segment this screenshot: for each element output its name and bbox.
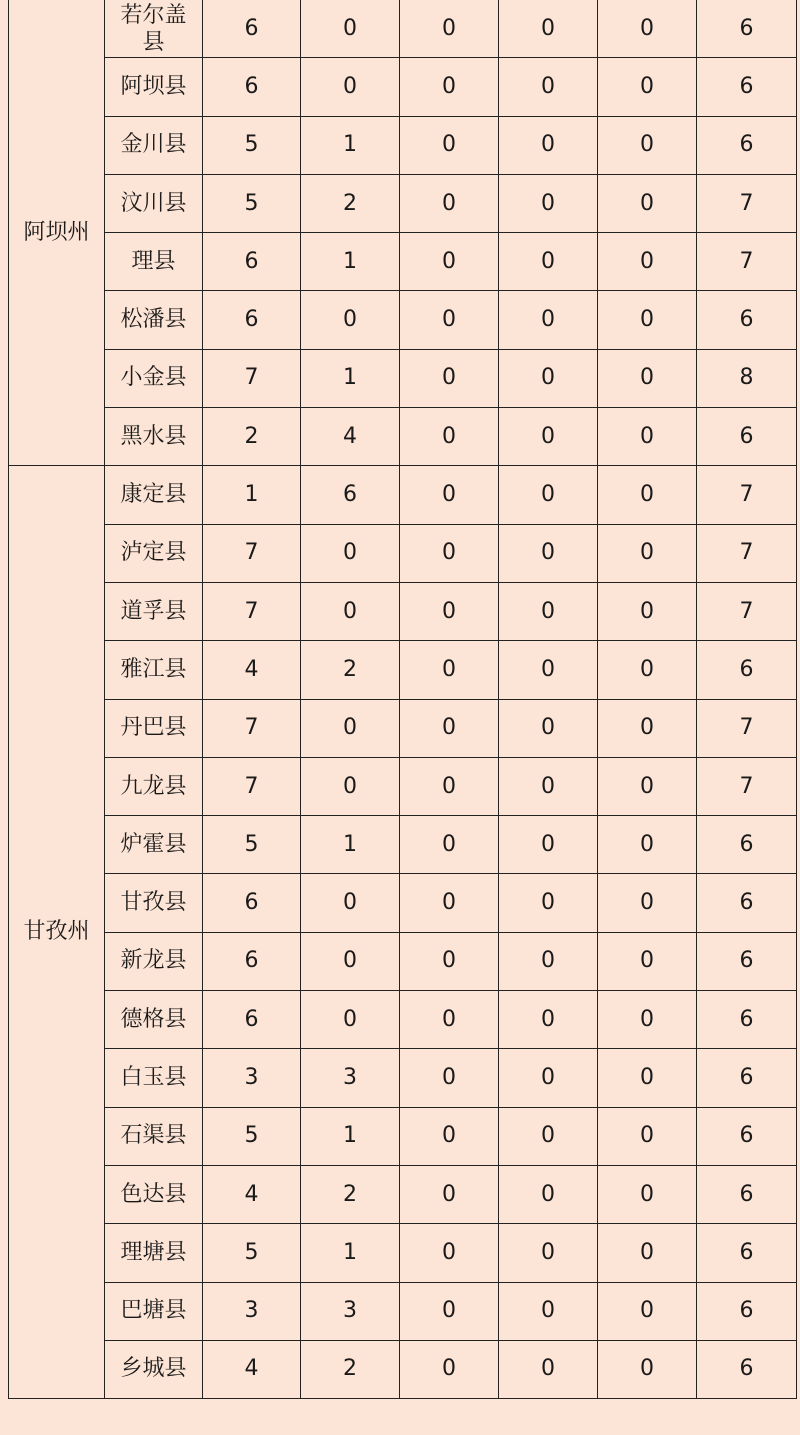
value-cell: 6 xyxy=(697,1107,797,1165)
value-cell: 0 xyxy=(499,349,598,407)
value-cell: 0 xyxy=(301,524,400,582)
value-cell: 4 xyxy=(203,1340,301,1398)
table-row xyxy=(9,408,797,466)
table-row xyxy=(9,1340,797,1398)
value-cell: 0 xyxy=(400,58,499,116)
county-cell xyxy=(105,116,203,174)
value-cell: 0 xyxy=(400,991,499,1049)
value-cell: 0 xyxy=(400,408,499,466)
table-row xyxy=(9,991,797,1049)
value-cell: 0 xyxy=(499,991,598,1049)
value-cell: 0 xyxy=(400,757,499,815)
county-cell xyxy=(105,991,203,1049)
value-cell: 0 xyxy=(598,757,697,815)
county-name: 道孚县 xyxy=(120,598,187,624)
value-cell: 0 xyxy=(400,291,499,349)
county-cell xyxy=(105,699,203,757)
value-cell: 3 xyxy=(203,1282,301,1340)
value-cell: 0 xyxy=(301,58,400,116)
table-row xyxy=(9,1165,797,1223)
value-cell: 5 xyxy=(203,174,301,232)
value-cell: 0 xyxy=(400,582,499,640)
value-cell: 0 xyxy=(598,291,697,349)
value-cell: 3 xyxy=(203,1049,301,1107)
value-cell: 6 xyxy=(697,1224,797,1282)
value-cell: 0 xyxy=(598,58,697,116)
county-name: 丹巴县 xyxy=(120,715,187,741)
county-cell xyxy=(105,874,203,932)
county-name: 炉霍县 xyxy=(120,831,187,857)
value-cell: 0 xyxy=(598,0,697,58)
value-cell: 0 xyxy=(598,641,697,699)
value-cell: 0 xyxy=(499,1224,598,1282)
value-cell: 6 xyxy=(697,641,797,699)
table-row xyxy=(9,757,797,815)
value-cell: 1 xyxy=(301,233,400,291)
value-cell: 0 xyxy=(400,1340,499,1398)
value-cell: 0 xyxy=(499,1340,598,1398)
value-cell: 0 xyxy=(598,116,697,174)
county-name: 康定县 xyxy=(120,482,187,508)
value-cell: 0 xyxy=(400,466,499,524)
county-cell xyxy=(105,641,203,699)
table-row xyxy=(9,291,797,349)
value-cell: 6 xyxy=(203,932,301,990)
value-cell: 0 xyxy=(400,524,499,582)
value-cell: 0 xyxy=(598,816,697,874)
table-row xyxy=(9,1282,797,1340)
value-cell: 4 xyxy=(203,641,301,699)
county-cell xyxy=(105,349,203,407)
value-cell: 4 xyxy=(203,1165,301,1223)
county-cell xyxy=(105,1282,203,1340)
value-cell: 0 xyxy=(400,0,499,58)
value-cell: 0 xyxy=(499,582,598,640)
table-row xyxy=(9,0,797,58)
value-cell: 0 xyxy=(499,1049,598,1107)
value-cell: 0 xyxy=(400,1107,499,1165)
county-cell xyxy=(105,1049,203,1107)
value-cell: 6 xyxy=(697,1282,797,1340)
county-name: 白玉县 xyxy=(120,1064,187,1090)
county-cell xyxy=(105,1340,203,1398)
table-body xyxy=(9,0,797,1399)
value-cell: 5 xyxy=(203,1224,301,1282)
county-name: 雅江县 xyxy=(120,656,187,682)
value-cell: 0 xyxy=(598,932,697,990)
value-cell: 6 xyxy=(203,291,301,349)
value-cell: 1 xyxy=(301,1107,400,1165)
county-name: 新龙县 xyxy=(120,948,187,974)
value-cell: 1 xyxy=(301,816,400,874)
county-cell xyxy=(105,0,203,58)
county-cell xyxy=(105,58,203,116)
county-cell xyxy=(105,1165,203,1223)
table-row xyxy=(9,58,797,116)
region-cell: 阿坝州 xyxy=(9,0,105,466)
value-cell: 0 xyxy=(499,174,598,232)
value-cell: 0 xyxy=(598,233,697,291)
county-cell xyxy=(105,174,203,232)
value-cell: 0 xyxy=(499,524,598,582)
value-cell: 0 xyxy=(499,1282,598,1340)
value-cell: 6 xyxy=(697,816,797,874)
value-cell: 6 xyxy=(203,0,301,58)
county-name: 黑水县 xyxy=(120,423,187,449)
value-cell: 0 xyxy=(598,1049,697,1107)
county-cell xyxy=(105,524,203,582)
value-cell: 7 xyxy=(203,582,301,640)
value-cell: 0 xyxy=(598,408,697,466)
value-cell: 0 xyxy=(301,291,400,349)
table-row xyxy=(9,349,797,407)
value-cell: 7 xyxy=(203,524,301,582)
value-cell: 7 xyxy=(203,757,301,815)
value-cell: 7 xyxy=(203,699,301,757)
value-cell: 0 xyxy=(499,699,598,757)
county-name: 泸定县 xyxy=(120,540,187,566)
county-name: 九龙县 xyxy=(120,773,187,799)
table-row xyxy=(9,1107,797,1165)
value-cell: 0 xyxy=(499,58,598,116)
value-cell: 0 xyxy=(598,582,697,640)
value-cell: 0 xyxy=(400,1224,499,1282)
value-cell: 0 xyxy=(598,524,697,582)
value-cell: 0 xyxy=(301,582,400,640)
table-row xyxy=(9,582,797,640)
value-cell: 6 xyxy=(203,58,301,116)
value-cell: 7 xyxy=(203,349,301,407)
table-row xyxy=(9,932,797,990)
value-cell: 6 xyxy=(697,1049,797,1107)
county-name: 甘孜县 xyxy=(120,890,187,916)
table-row xyxy=(9,1049,797,1107)
county-name: 色达县 xyxy=(120,1181,187,1207)
value-cell: 0 xyxy=(499,0,598,58)
value-cell: 6 xyxy=(697,874,797,932)
value-cell: 1 xyxy=(301,116,400,174)
value-cell: 0 xyxy=(499,641,598,699)
county-cell xyxy=(105,1107,203,1165)
table-row xyxy=(9,524,797,582)
value-cell: 0 xyxy=(400,699,499,757)
value-cell: 7 xyxy=(697,524,797,582)
county-cell xyxy=(105,932,203,990)
value-cell: 0 xyxy=(400,641,499,699)
value-cell: 1 xyxy=(203,466,301,524)
value-cell: 0 xyxy=(598,1107,697,1165)
value-cell: 0 xyxy=(301,757,400,815)
value-cell: 2 xyxy=(203,408,301,466)
value-cell: 1 xyxy=(301,1224,400,1282)
value-cell: 0 xyxy=(598,466,697,524)
value-cell: 5 xyxy=(203,816,301,874)
county-name: 乡城县 xyxy=(120,1356,187,1382)
value-cell: 6 xyxy=(697,991,797,1049)
value-cell: 0 xyxy=(400,874,499,932)
value-cell: 6 xyxy=(697,116,797,174)
value-cell: 7 xyxy=(697,699,797,757)
value-cell: 0 xyxy=(598,349,697,407)
county-name: 阿坝县 xyxy=(120,73,187,99)
county-cell xyxy=(105,408,203,466)
county-cell xyxy=(105,466,203,524)
value-cell: 0 xyxy=(400,1049,499,1107)
county-name: 石渠县 xyxy=(120,1123,187,1149)
county-name: 德格县 xyxy=(120,1006,187,1032)
county-name: 金川县 xyxy=(120,132,187,158)
value-cell: 0 xyxy=(598,174,697,232)
county-name: 松潘县 xyxy=(120,307,187,333)
county-cell xyxy=(105,816,203,874)
value-cell: 6 xyxy=(697,1165,797,1223)
value-cell: 0 xyxy=(400,349,499,407)
table-row xyxy=(9,116,797,174)
value-cell: 0 xyxy=(499,874,598,932)
value-cell: 3 xyxy=(301,1282,400,1340)
county-cell xyxy=(105,582,203,640)
value-cell: 0 xyxy=(400,932,499,990)
county-cell xyxy=(105,1224,203,1282)
value-cell: 0 xyxy=(598,991,697,1049)
value-cell: 6 xyxy=(697,932,797,990)
table-row xyxy=(9,874,797,932)
value-cell: 0 xyxy=(301,0,400,58)
value-cell: 0 xyxy=(301,874,400,932)
value-cell: 7 xyxy=(697,757,797,815)
table-row xyxy=(9,174,797,232)
table-row xyxy=(9,233,797,291)
value-cell: 0 xyxy=(598,1282,697,1340)
table-row xyxy=(9,466,797,524)
value-cell: 0 xyxy=(400,1282,499,1340)
value-cell: 0 xyxy=(499,116,598,174)
value-cell: 0 xyxy=(598,1224,697,1282)
value-cell: 0 xyxy=(499,408,598,466)
value-cell: 7 xyxy=(697,174,797,232)
value-cell: 0 xyxy=(499,466,598,524)
value-cell: 6 xyxy=(203,874,301,932)
value-cell: 7 xyxy=(697,466,797,524)
value-cell: 7 xyxy=(697,233,797,291)
county-name: 若尔盖县 xyxy=(120,2,187,55)
value-cell: 0 xyxy=(499,816,598,874)
value-cell: 0 xyxy=(499,1165,598,1223)
value-cell: 3 xyxy=(301,1049,400,1107)
value-cell: 0 xyxy=(400,1165,499,1223)
value-cell: 0 xyxy=(598,1165,697,1223)
value-cell: 6 xyxy=(301,466,400,524)
value-cell: 6 xyxy=(697,1340,797,1398)
value-cell: 0 xyxy=(499,757,598,815)
value-cell: 7 xyxy=(697,582,797,640)
value-cell: 4 xyxy=(301,408,400,466)
value-cell: 5 xyxy=(203,1107,301,1165)
value-cell: 1 xyxy=(301,349,400,407)
value-cell: 6 xyxy=(203,991,301,1049)
value-cell: 6 xyxy=(697,0,797,58)
table-row xyxy=(9,699,797,757)
region-cell: 甘孜州 xyxy=(9,466,105,1399)
county-name: 巴塘县 xyxy=(120,1298,187,1324)
county-name: 汶川县 xyxy=(120,190,187,216)
value-cell: 0 xyxy=(499,233,598,291)
table-row xyxy=(9,816,797,874)
value-cell: 8 xyxy=(697,349,797,407)
county-cell xyxy=(105,233,203,291)
value-cell: 2 xyxy=(301,641,400,699)
value-cell: 0 xyxy=(598,874,697,932)
value-cell: 6 xyxy=(203,233,301,291)
value-cell: 0 xyxy=(499,932,598,990)
value-cell: 0 xyxy=(301,699,400,757)
value-cell: 6 xyxy=(697,408,797,466)
value-cell: 2 xyxy=(301,174,400,232)
county-cell xyxy=(105,757,203,815)
value-cell: 0 xyxy=(598,699,697,757)
value-cell: 6 xyxy=(697,291,797,349)
county-name: 小金县 xyxy=(120,365,187,391)
value-cell: 0 xyxy=(400,233,499,291)
value-cell: 0 xyxy=(499,1107,598,1165)
value-cell: 0 xyxy=(499,291,598,349)
value-cell: 5 xyxy=(203,116,301,174)
value-cell: 0 xyxy=(400,116,499,174)
value-cell: 6 xyxy=(697,58,797,116)
county-data-table xyxy=(8,0,797,1399)
table-row xyxy=(9,1224,797,1282)
county-name: 理县 xyxy=(131,248,176,274)
value-cell: 0 xyxy=(301,991,400,1049)
county-cell xyxy=(105,291,203,349)
value-cell: 0 xyxy=(301,932,400,990)
value-cell: 0 xyxy=(400,816,499,874)
table-row xyxy=(9,641,797,699)
value-cell: 2 xyxy=(301,1340,400,1398)
value-cell: 0 xyxy=(598,1340,697,1398)
value-cell: 2 xyxy=(301,1165,400,1223)
county-name: 理塘县 xyxy=(120,1239,187,1265)
value-cell: 0 xyxy=(400,174,499,232)
